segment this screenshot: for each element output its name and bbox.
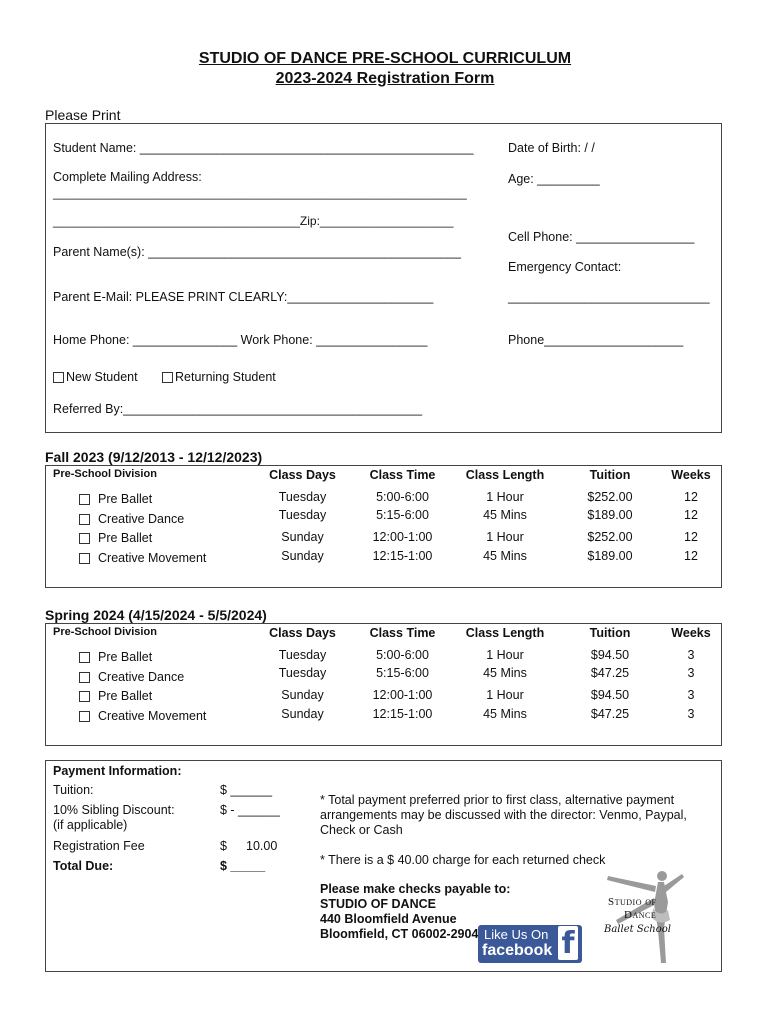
spring-class-name: Pre Ballet — [98, 650, 153, 664]
fall-class-tuition: $189.00 — [587, 508, 633, 522]
fall-class-weeks: 12 — [684, 530, 698, 544]
spring-class-weeks: 3 — [687, 666, 695, 680]
fall-class-time: 12:15-1:00 — [372, 549, 433, 563]
spring-class-checkbox[interactable] — [79, 691, 90, 702]
fall-class-length: 1 Hour — [486, 530, 524, 544]
fall-class-length: 45 Mins — [483, 508, 527, 522]
sibling-discount-sub: (if applicable) — [53, 818, 128, 832]
spring-class-tuition: $94.50 — [590, 648, 630, 662]
fall-class-time: 5:15-6:00 — [376, 508, 429, 522]
new-student-option[interactable] — [53, 370, 138, 384]
spring-row-class[interactable] — [79, 709, 206, 723]
new-student-checkbox[interactable] — [53, 372, 64, 383]
spring-class-days: Sunday — [281, 707, 324, 721]
facebook-badge[interactable] — [478, 925, 582, 963]
spring-class-tuition: $94.50 — [590, 688, 630, 702]
home-work-phone-field[interactable]: Home Phone: _______________ Work Phone: ________________ — [53, 333, 428, 347]
fall-class-name: Creative Movement — [98, 551, 207, 565]
spring-class-days: Sunday — [281, 688, 324, 702]
returning-student-option[interactable] — [162, 370, 276, 384]
spring-class-days: Tuesday — [278, 648, 327, 662]
spring-class-checkbox[interactable] — [79, 652, 90, 663]
fall-class-checkbox[interactable] — [79, 533, 90, 544]
please-print-label: Please Print — [45, 107, 121, 123]
facebook-wordmark: facebook — [482, 942, 553, 959]
spring-class-time: 5:00-6:00 — [376, 648, 429, 662]
spring-class-time: 12:15-1:00 — [372, 707, 433, 721]
mailing-address-label: Complete Mailing Address: — [53, 170, 202, 184]
address-line-1[interactable]: ______________________________________________________________ — [53, 186, 467, 200]
form-subtitle: 2023-2024 Registration Form — [275, 70, 495, 87]
form-title: STUDIO OF DANCE PRE-SCHOOL CURRICULUM — [198, 50, 572, 67]
payment-note-line-2: arrangements may be discussed with the director: Venmo, Paypal, — [320, 808, 687, 822]
fall-class-name: Pre Ballet — [98, 492, 153, 506]
spring-division-header: Pre-School Division — [53, 626, 157, 638]
spring-row-class[interactable] — [79, 650, 152, 664]
spring-class-time: 5:15-6:00 — [376, 666, 429, 680]
emergency-contact-label: Emergency Contact: — [508, 260, 622, 274]
returning-student-label: Returning Student — [175, 370, 276, 384]
spring-class-days: Tuesday — [278, 666, 327, 680]
parent-email-field[interactable]: Parent E-Mail: PLEASE PRINT CLEARLY:_____________________ — [53, 290, 434, 304]
spring-class-length: 45 Mins — [483, 707, 527, 721]
fall-class-days: Tuesday — [278, 490, 327, 504]
spring-class-tuition: $47.25 — [590, 666, 630, 680]
fall-class-weeks: 12 — [684, 508, 698, 522]
spring-section-title: Spring 2024 (4/15/2024 - 5/5/2024) — [45, 607, 267, 623]
registration-fee-dollar: $ — [220, 839, 227, 853]
spring-class-name: Creative Dance — [98, 670, 185, 684]
spring-class-weeks: 3 — [687, 688, 695, 702]
spring-days-header: Class Days — [269, 626, 336, 640]
fall-length-header: Class Length — [465, 468, 545, 482]
tuition-label: Tuition: — [53, 783, 94, 797]
payment-title: Payment Information: — [53, 764, 182, 778]
spring-class-checkbox[interactable] — [79, 711, 90, 722]
spring-class-weeks: 3 — [687, 648, 695, 662]
logo-dance: Dance — [624, 909, 657, 921]
fall-division-header: Pre-School Division — [53, 468, 157, 480]
emergency-phone-field[interactable]: Phone____________________ — [508, 333, 684, 347]
spring-time-header: Class Time — [369, 626, 436, 640]
fall-section-title: Fall 2023 (9/12/2013 - 12/12/2023) — [45, 449, 263, 465]
payment-note-line-3: Check or Cash — [320, 823, 403, 837]
spring-class-name: Pre Ballet — [98, 689, 153, 703]
spring-tuition-header: Tuition — [589, 626, 631, 640]
sibling-discount-value[interactable]: $ - ______ — [220, 803, 280, 817]
fall-class-name: Creative Dance — [98, 512, 185, 526]
spring-class-length: 45 Mins — [483, 666, 527, 680]
spring-class-checkbox[interactable] — [79, 672, 90, 683]
returning-student-checkbox[interactable] — [162, 372, 173, 383]
spring-length-header: Class Length — [465, 626, 545, 640]
fall-class-checkbox[interactable] — [79, 514, 90, 525]
age-field[interactable]: Age: _________ — [508, 172, 600, 186]
spring-class-tuition: $47.25 — [590, 707, 630, 721]
total-due-label: Total Due: — [53, 859, 114, 873]
logo-studio-of: Studio of — [608, 896, 657, 908]
fall-class-length: 1 Hour — [486, 490, 524, 504]
fall-row-class[interactable] — [79, 512, 184, 526]
registration-fee-label: Registration Fee — [53, 839, 145, 853]
spring-class-name: Creative Movement — [98, 709, 207, 723]
fall-class-weeks: 12 — [684, 549, 698, 563]
total-due-value[interactable]: $ _____ — [220, 859, 266, 873]
fall-class-time: 12:00-1:00 — [372, 530, 433, 544]
fall-weeks-header: Weeks — [671, 468, 711, 482]
address-line-2[interactable]: _____________________________________Zip:____________________ — [53, 214, 454, 228]
dob-field[interactable]: Date of Birth: / / — [508, 141, 595, 155]
fall-row-class[interactable] — [79, 551, 206, 565]
fall-row-class[interactable] — [79, 531, 152, 545]
parent-names-field[interactable]: Parent Name(s): _____________________________________________ — [53, 245, 462, 259]
fall-class-length: 45 Mins — [483, 549, 527, 563]
studio-logo — [598, 868, 698, 966]
facebook-like-text: Like Us On — [484, 927, 549, 942]
payment-note-line-1: * Total payment preferred prior to first class, alternative payment — [320, 793, 675, 807]
sibling-discount-label: 10% Sibling Discount: — [53, 803, 175, 817]
tuition-value[interactable]: $ ______ — [220, 783, 273, 797]
spring-class-time: 12:00-1:00 — [372, 688, 433, 702]
spring-weeks-header: Weeks — [671, 626, 711, 640]
spring-class-length: 1 Hour — [486, 648, 524, 662]
fall-tuition-header: Tuition — [589, 468, 631, 482]
facebook-icon: f — [558, 926, 578, 960]
checks-payee-name: STUDIO OF DANCE — [320, 897, 436, 911]
student-name-field[interactable]: Student Name: ________________________________________________ — [53, 141, 474, 155]
fall-class-weeks: 12 — [684, 490, 698, 504]
fall-class-checkbox[interactable] — [79, 494, 90, 505]
fall-class-days: Tuesday — [278, 508, 327, 522]
registration-fee-value: 10.00 — [246, 839, 278, 853]
fall-table-box — [45, 465, 722, 588]
fall-class-tuition: $189.00 — [587, 549, 633, 563]
logo-ballet-school: Ballet School — [604, 924, 671, 935]
fall-days-header: Class Days — [269, 468, 336, 482]
fall-class-tuition: $252.00 — [587, 490, 633, 504]
returned-check-note: * There is a $ 40.00 charge for each returned check — [320, 853, 606, 867]
referred-by-field[interactable]: Referred By:___________________________________________ — [53, 402, 423, 416]
emergency-contact-line[interactable]: _____________________________ — [508, 290, 710, 304]
checks-address-street: 440 Bloomfield Avenue — [320, 912, 457, 926]
new-student-label: New Student — [66, 370, 138, 384]
fall-class-tuition: $252.00 — [587, 530, 633, 544]
fall-class-days: Sunday — [281, 530, 324, 544]
checks-payable-title: Please make checks payable to: — [320, 882, 511, 896]
fall-class-days: Sunday — [281, 549, 324, 563]
spring-row-class[interactable] — [79, 670, 184, 684]
fall-class-name: Pre Ballet — [98, 531, 153, 545]
spring-table-box — [45, 623, 722, 746]
fall-row-class[interactable] — [79, 492, 152, 506]
spring-class-length: 1 Hour — [486, 688, 524, 702]
fall-class-time: 5:00-6:00 — [376, 490, 429, 504]
fall-class-checkbox[interactable] — [79, 553, 90, 564]
checks-address-city: Bloomfield, CT 06002-2904 — [320, 927, 479, 941]
fall-time-header: Class Time — [369, 468, 436, 482]
spring-class-weeks: 3 — [687, 707, 695, 721]
spring-row-class[interactable] — [79, 689, 152, 703]
cell-phone-field[interactable]: Cell Phone: _________________ — [508, 230, 695, 244]
